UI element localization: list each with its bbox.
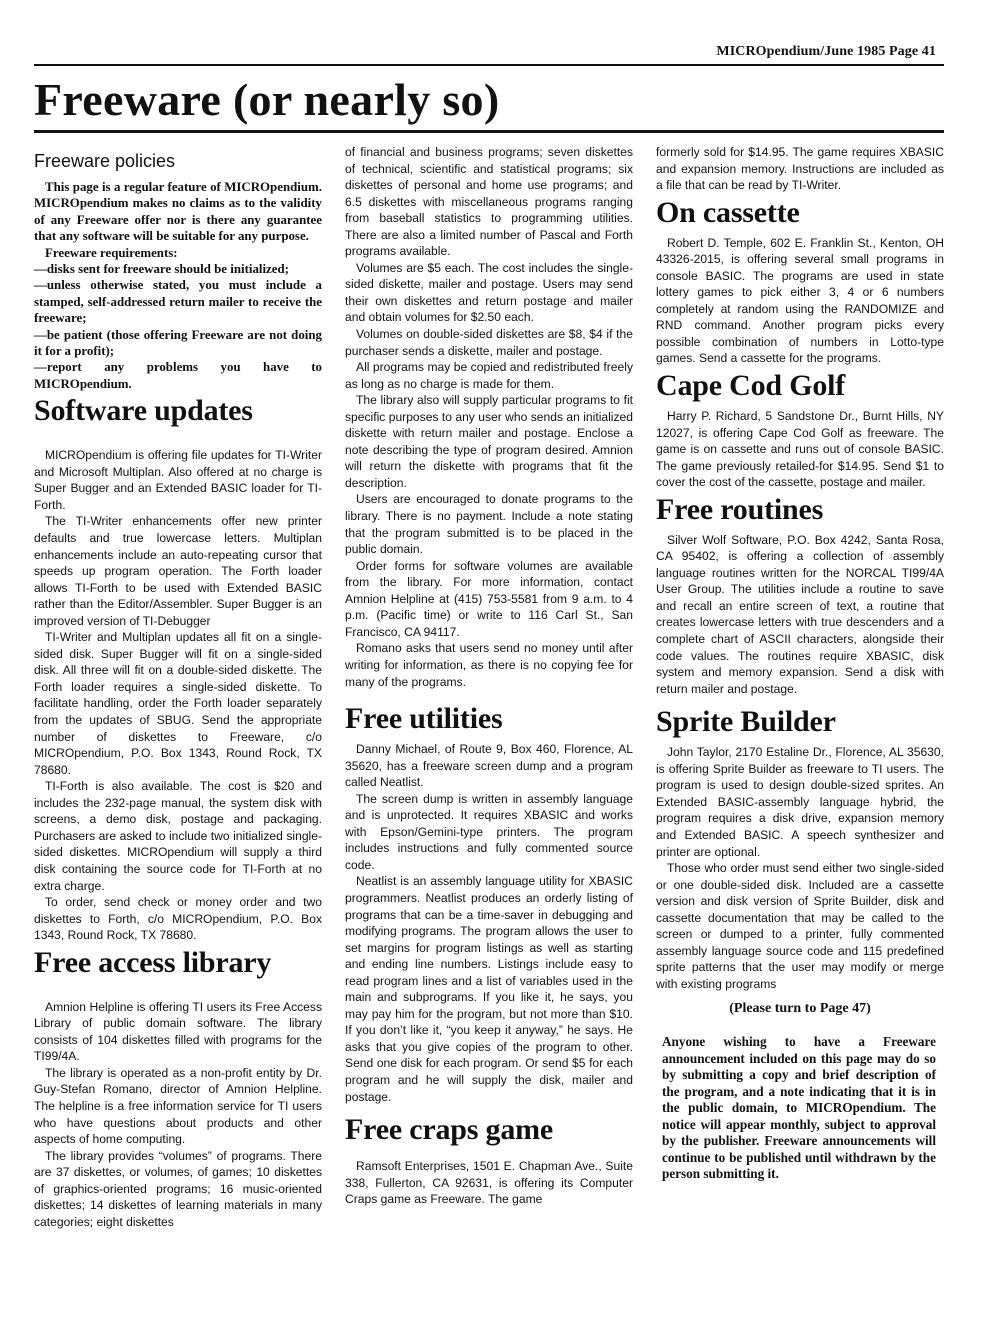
paragraph: The library also will supply particular programs to fit specific purposes to any user who sends an initialized diskette with return mailer and postage. Enclose a note describing the type of program desired. Amnion will return the diskette with programs that fit the description. [345,393,633,490]
section-heading-free-craps-game: Free craps game [345,1113,554,1147]
paragraph: TI-Writer and Multiplan updates all fit on a single-sided disk. Super Bugger will fit on a single-sided disk. All three will fit on a double-sided diskette. The Forth loader requires a single-sided diskette. To facilitate handling, order the Forth loader separately from the updates of SBUG. Send the appropriate number of diskettes to Freeware, c/o MICROpendium, P.O. Box 1343, Round Rock, TX 78680. [34,630,322,777]
paragraph: Danny Michael, of Route 9, Box 460, Florence, AL 35620, has a freeware screen dump and a program called Neatlist. [345,742,633,790]
paragraph: Users are encouraged to donate programs to the library. There is no payment. Include a note stating that the program submitted is to be placed in the public domain. [345,492,633,557]
submission-notice: Anyone wishing to have a Freeware announcement included on this page may do so by submitting a copy and brief description of the program, and a note indicating that it is in the public domain, to MICROpendium. The notice will appear monthly, subject to approval by the publisher. Freeware announcements will continue to be published until withdrawn by the person submitting it. [662,1034,936,1182]
paragraph: Ramsoft Enterprises, 1501 E. Chapman Ave., Suite 338, Fullerton, CA 92631, is offering its Computer Craps game as Freeware. The game [345,1159,633,1207]
column-1 [34,144,322,1230]
paragraph: Those who order must send either two single-sided or one double-sided disk. Included are a cassette version and disk version of Sprite Builder, disk and cassette documentation that may be called to the screen or dumped to a printer, fully commented assembly language source code and 115 predefined sprite patterns that the user may modify or merge with existing programs [656,861,944,991]
paragraph: Harry P. Richard, 5 Sandstone Dr., Burnt Hills, NY 12027, is offering Cape Cod Golf as freeware. The game is on cassette and runs out of console BASIC. The game previously retailed-for $14.95. Send $1 to cover the cost of the cassette, postage and mailer. [656,409,944,490]
section-heading-cape-cod-golf: Cape Cod Golf [656,369,846,403]
paragraph: Volumes are $5 each. The cost includes the single-sided diskette, mailer and postage. Users may send their own diskettes and return postage and mailer and obtain volumes for $2.50 each. [345,260,633,325]
title-rule [34,130,944,133]
paragraph: The screen dump is written in assembly language and is unprotected. It requires XBASIC and works with Epson/Gemini-type printers. The program includes instructions and fully commented source code. [345,791,633,872]
paragraph: Volumes on double-sided diskettes are $8, $4 if the purchaser sends a diskette, mailer and postage. [345,327,633,358]
column-2 [345,144,633,1208]
paragraph: The library is operated as a non-profit entity by Dr. Guy-Stefan Romano, director of Amnion Helpline. The helpline is a free information service for TI users who have questions about products and other aspects of home computing. [34,1065,322,1147]
running-head: MICROpendium/June 1985 Page 41 [716,44,936,59]
paragraph: Freeware requirements: [45,245,178,260]
top-rule [34,64,944,66]
paragraph: Romano asks that users send no money until after writing for information, as there is no copying fee for many of the programs. [345,641,633,689]
section-heading-policies: Freeware policies [34,151,176,171]
paragraph: —disks sent for freeware should be initialized; [34,262,289,277]
paragraph: of financial and business programs; seven diskettes of technical, scientific and statistical programs; six diskettes of personal and home use programs; and 6.5 diskettes with miscellaneous programs ranging from baseball statistics to programming utilities. There are also a limited number of Pascal and Forth programs available. [345,145,633,259]
section-heading-free-access-library: Free access library [34,945,272,979]
paragraph: Order forms for software volumes are available from the library. For more information, contact Amnion Helpline at (415) 753-5581 from 9 a.m. to 4 p.m. (Pacific time) or write to 116 Carl St., San Francisco, CA 94117. [345,558,633,639]
paragraph: Robert D. Temple, 602 E. Franklin St., Kenton, OH 43326-2015, is offering several small programs in console BASIC. The programs are used in state lottery games to pick either 3, 4 or 6 numbers completely at random using the RANDOMIZE and RND command. Another program picks every possible combination of numbers in Lotto-type games. Send a cassette for the programs. [656,235,944,366]
paragraph: —unless otherwise stated, you must include a stamped, self-addressed return mailer to receive the freeware; [34,278,322,326]
page-title: Freeware (or nearly so) [34,74,500,125]
section-heading-free-utilities: Free utilities [345,702,503,736]
section-heading-sprite-builder: Sprite Builder [656,705,836,739]
paragraph: —report any problems you have to MICROpendium. [34,360,322,391]
column-3 [656,144,944,1183]
section-heading-free-routines: Free routines [656,492,824,526]
paragraph: —be patient (those offering Freeware are not doing it for a profit); [34,327,322,359]
paragraph: The library provides “volumes” of programs. There are 37 diskettes, or volumes, of games; 10 diskettes of graphics-oriented programs; 16 music-oriented diskettes; 14 diskettes of learning materials in many categories; eight diskettes [34,1148,322,1229]
paragraph: This page is a regular feature of MICROpendium. MICROpendium makes no claims as to the validity of any Freeware offer nor is there any guarantee that any software will be suitable for any purpose. [34,180,322,244]
paragraph: To order, send check or money order and two diskettes to Forth, c/o MICROpendium, P.O. Box 1343, Round Rock, TX 78680. [34,895,322,943]
paragraph: The TI-Writer enhancements offer new printer defaults and true lowercase letters. Multiplan enhancements include an auto-repeating cursor that speeds up program operation. The Forth loader allows TI-Forth to be used with Extended BASIC rather than the Editor/Assembler. Super Bugger is an improved version of TI-Debugger [34,514,322,628]
paragraph: Neatlist is an assembly language utility for XBASIC programmers. Neatlist produces an orderly listing of programs that can be a time-saver in debugging and modifying programs. The program allows the user to set margins for program listings as well as starting and ending line numbers. Listings include easy to read program lines and a list of variables used in the main and subprograms. If you like it, he says, you may pay him for the program, but not more than $10. If you don’t like it, “you keep it anyway,” he says. He asks that you give copies of the program to other. Send one disk for each program. Or send $5 for each program and he will supply the disk, mailer and postage. [345,874,633,1104]
paragraph: MICROpendium is offering file updates for TI-Writer and Microsoft Multiplan. Also offered at no charge is Super Bugger and an Extended BASIC loader for TI-Forth. [34,448,322,512]
paragraph: John Taylor, 2170 Estaline Dr., Florence, AL 35630, is offering Sprite Builder as freeware to TI users. The program is used to design double-sized sprites. An Extended BASIC-assembly language hybrid, the program requires a disk drive, expansion memory and Extended BASIC. A speech synthesizer and printer are optional. [656,745,944,859]
paragraph: formerly sold for $14.95. The game requires XBASIC and expansion memory. Instructions are included as a file that can be read by TI-Writer. [656,145,944,193]
section-heading-on-cassette: On cassette [656,195,800,229]
paragraph: All programs may be copied and redistributed freely as long as no charge is made for them. [345,360,633,391]
paragraph: Silver Wolf Software, P.O. Box 4242, Santa Rosa, CA 95402, is offering a collection of assembly language routines written for the NORCAL TI99/4A User Group. The utilities include a routine to save and recall an entire screen of text, a routine that creates lowercase letters with true descenders and a complete chart of ASCII characters, alongside their code values. The routines require XBASIC, disk system and memory expansion. Send a disk with return mailer and postage. [656,532,944,696]
continued-notice: (Please turn to Page 47) [729,1001,871,1017]
paragraph: Amnion Helpline is offering TI users its Free Access Library of public domain software. The library consists of 104 diskettes filled with programs for the TI99/4A. [34,999,322,1064]
paragraph: TI-Forth is also available. The cost is $20 and includes the 232-page manual, the system disk with screens, a demo disk, postage and packaging. Purchasers are asked to include two initialized single-sided diskettes. MICROpendium will supply a third disk containing the source code for TI-Forth at no extra charge. [34,779,322,893]
section-heading-software-updates: Software updates [34,394,253,428]
policies-body [34,179,322,392]
